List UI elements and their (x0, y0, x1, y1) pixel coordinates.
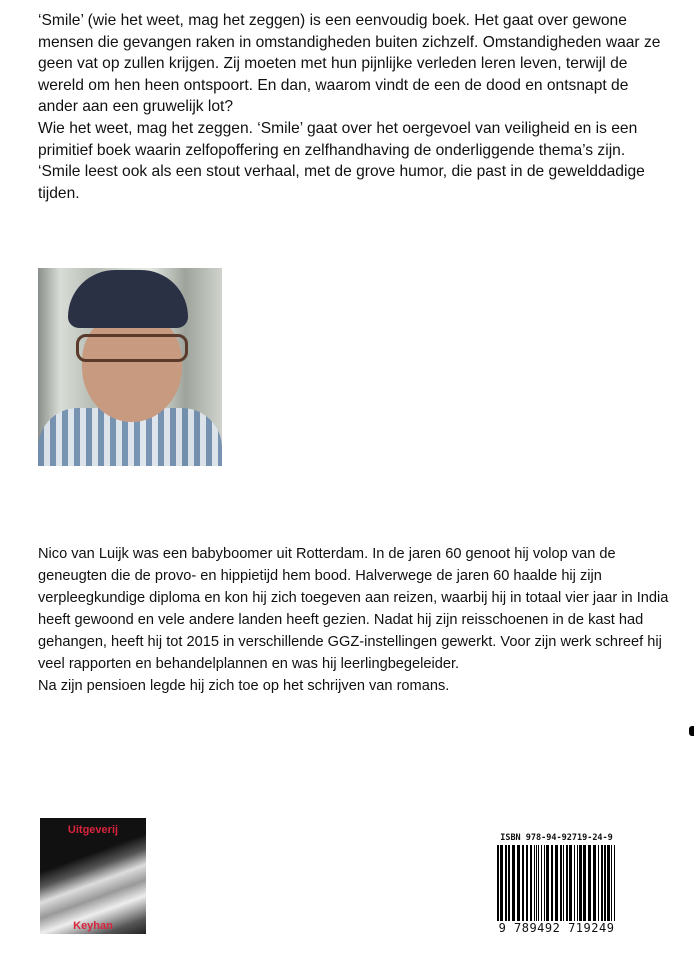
barcode-bar (517, 845, 520, 921)
bio-paragraph: Nico van Luijk was een babyboomer uit Rotterdam. In de jaren 60 genoot hij volop van de geneugten die de provo- en hippietijd hem bood. Halverwege de jaren 60 haalde hij zijn verpleegkundige diploma en kon hij zich toegeven aan reizen, waarbij hij in totaal vier jaar in India heeft gewoond en vele andere landen heeft gezien. Nadat hij zijn reisschoenen in de kast had gehangen, heeft hij tot 2015 in verschillende GGZ-instellingen gewerkt. Voor zijn werk schreef hij veel rapporten en behandelplannen en was hij leerlingbegeleider. (38, 546, 669, 672)
barcode-bar (526, 845, 528, 921)
barcode-bar (522, 845, 524, 921)
barcode-bar (588, 845, 591, 921)
barcode-bar (569, 845, 572, 921)
barcode-bar (607, 845, 610, 921)
barcode-bar (508, 845, 510, 921)
barcode-bar (536, 845, 537, 921)
barcode-bars (497, 845, 615, 921)
barcode-bar (500, 845, 503, 921)
edge-mark (689, 726, 694, 736)
barcode-bar (574, 845, 575, 921)
barcode-bar (563, 845, 564, 921)
author-photo (38, 268, 222, 466)
barcode-bar (544, 845, 545, 921)
bio-paragraph: Na zijn pensioen legde hij zich toe op het schrijven van romans. (38, 678, 450, 694)
barcode-bar (598, 845, 599, 921)
publisher-logo-bottom: Keyhan (73, 920, 113, 932)
publisher-logo (40, 818, 146, 934)
publisher-logo-top: Uitgeverij (67, 824, 119, 836)
barcode-bar (555, 845, 558, 921)
barcode-bar (566, 845, 568, 921)
isbn-label: ISBN 978-94-92719-24-9 (500, 833, 613, 843)
barcode-bar (538, 845, 539, 921)
barcode-bar (583, 845, 586, 921)
barcode-bar (530, 845, 532, 921)
barcode-bar (546, 845, 549, 921)
blurb-paragraph: Wie het weet, mag het zeggen. ‘Smile’ gaat over het oergevoel van veiligheid en is een primitief boek waarin zelfopoffering en zelfhandhaving de onderliggende thema’s zijn. (38, 119, 638, 159)
blurb-paragraph: ‘Smile’ (wie het weet, mag het zeggen) is een eenvoudig boek. Het gaat over gewone mensen die gevangen raken in omstandigheden buiten zichzelf. Omstandigheden waar ze geen vat op zullen krijgen. Zij moeten met hun pijnlijke verleden leren leven, terwijl de wereld om hen heen ontspoort. En dan, waarom vindt de een de dood en ontsnapt de ander aan een gruwelijk lot? (38, 12, 661, 116)
barcode-bar (604, 845, 606, 921)
barcode-bar (614, 845, 615, 921)
isbn-barcode (493, 833, 620, 935)
back-cover-blurb (38, 10, 668, 204)
barcode-bar (601, 845, 603, 921)
barcode-bar (560, 845, 562, 921)
barcode-bar (541, 845, 542, 921)
barcode-bar (551, 845, 553, 921)
barcode-bar (497, 845, 499, 921)
blurb-paragraph: ‘Smile leest ook als een stout verhaal, met de grove humor, die past in de gewelddadige tijden. (38, 163, 645, 202)
barcode-bar (577, 845, 578, 921)
author-bio (38, 543, 678, 697)
barcode-number: 9 789492 719249 (493, 921, 620, 935)
barcode-bar (505, 845, 507, 921)
barcode-bar (512, 845, 515, 921)
barcode-bar (534, 845, 535, 921)
barcode-bar (593, 845, 596, 921)
barcode-bar (579, 845, 582, 921)
barcode-bar (611, 845, 612, 921)
